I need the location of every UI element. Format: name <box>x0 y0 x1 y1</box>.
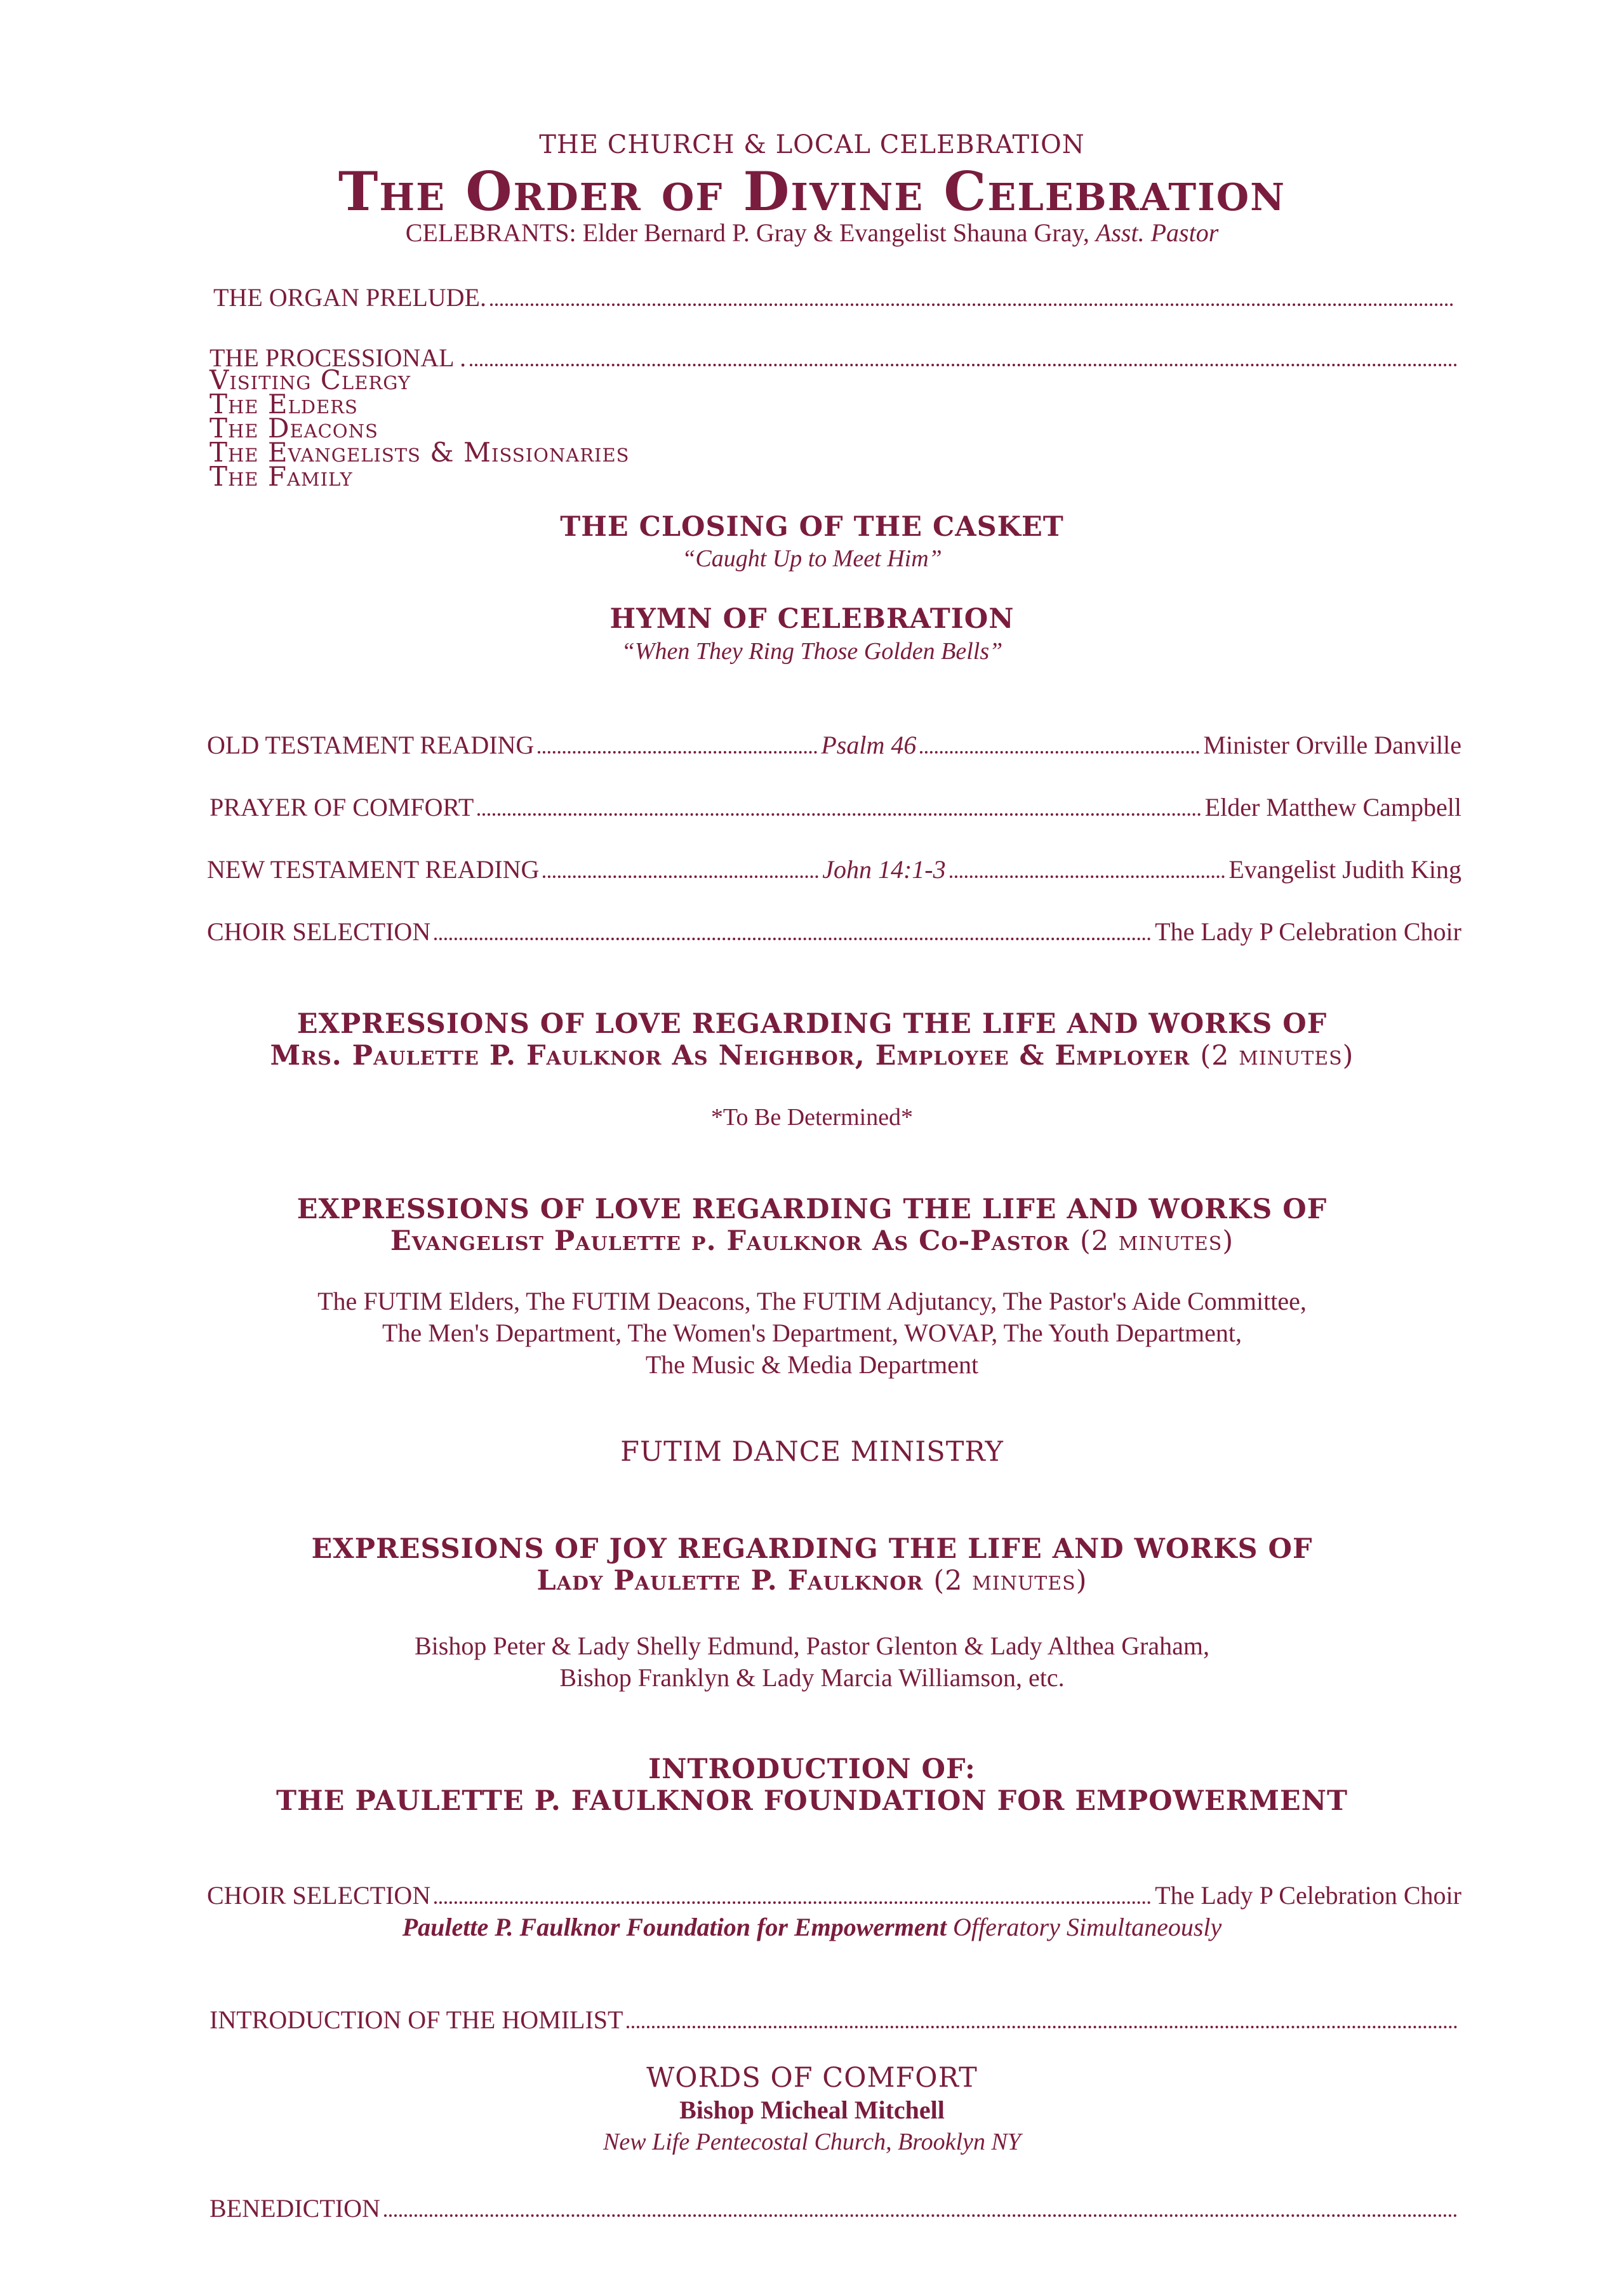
expressions-3-participant-line: Bishop Franklyn & Lady Marcia Williamson, etc. <box>559 1663 1065 1692</box>
expressions-3-duration: (2 minutes) <box>933 1565 1088 1597</box>
processional-item: The Elders <box>210 389 358 420</box>
processional-item: Visiting Clergy <box>210 364 411 396</box>
expressions-1-line1: EXPRESSIONS OF LOVE REGARDING THE LIFE AND WORKS OF <box>296 1008 1328 1040</box>
expressions-2-participant-line: The Men's Department, The Women's Department, WOVAP, The Youth Department, <box>382 1319 1242 1347</box>
offeratory-note <box>0 1912 1624 1942</box>
new-testament-scripture: John 14:1-3 <box>822 855 946 884</box>
processional-item: The Family <box>210 461 353 492</box>
new-testament-label: NEW TESTAMENT READING <box>207 855 540 884</box>
expressions-2-participant-line: The Music & Media Department <box>645 1350 979 1379</box>
old-testament-row <box>207 730 1461 760</box>
dotted-leader <box>434 937 1151 940</box>
expressions-2-duration: (2 minutes) <box>1079 1225 1234 1257</box>
expressions-2-line2 <box>0 1225 1624 1257</box>
dotted-leader <box>950 875 1225 878</box>
offeratory-rest: Offeratory Simultaneously <box>952 1913 1222 1941</box>
dotted-leader <box>538 750 817 754</box>
introduction-line2: THE PAULETTE P. FAULKNOR FOUNDATION FOR EMPOWERMENT <box>276 1785 1348 1817</box>
dotted-leader <box>627 2025 1458 2028</box>
dotted-leader <box>477 813 1201 816</box>
dotted-leader <box>434 1901 1151 1904</box>
expressions-3-participant-line: Bishop Peter & Lady Shelly Edmund, Pastor Glenton & Lady Althea Graham, <box>414 1632 1210 1660</box>
choir-selection-row <box>207 917 1461 947</box>
hymn-title: HYMN OF CELEBRATION <box>609 603 1015 635</box>
benediction-label: BENEDICTION <box>210 2194 380 2223</box>
processional-item: The Deacons <box>210 413 378 444</box>
expressions-1-line2 <box>0 1040 1624 1072</box>
homilist-intro-label: INTRODUCTION OF THE HOMILIST <box>210 2005 623 2034</box>
choir-selection-2-row <box>207 1880 1461 1910</box>
header-subtitle: THE CHURCH & LOCAL CELEBRATION <box>539 130 1085 159</box>
expressions-1-honoree: Mrs. Paulette P. Faulknor As Neighbor, Employee & Employer <box>270 1040 1190 1072</box>
expressions-3-line2 <box>0 1565 1624 1597</box>
processional-label: THE PROCESSIONAL . <box>210 343 467 372</box>
expressions-3-line1: EXPRESSIONS OF JOY REGARDING THE LIFE AND WORKS OF <box>311 1533 1313 1565</box>
hymn-subtitle: “When They Ring Those Golden Bells” <box>621 638 1003 665</box>
celebrants-role: Asst. Pastor <box>1095 218 1219 247</box>
processional-item: The Evangelists & Missionaries <box>210 437 630 468</box>
old-testament-scripture: Psalm 46 <box>821 731 917 759</box>
benediction-row <box>210 2193 1461 2223</box>
expressions-2-line1: EXPRESSIONS OF LOVE REGARDING THE LIFE AND WORKS OF <box>296 1194 1328 1225</box>
prayer-of-comfort-label: PRAYER OF COMFORT <box>210 793 474 821</box>
homilist-name: Bishop Micheal Mitchell <box>679 2096 945 2124</box>
prayer-of-comfort-row <box>210 792 1461 822</box>
expressions-3-honoree: Lady Paulette P. Faulknor <box>536 1565 924 1597</box>
prayer-of-comfort-reader: Elder Matthew Campbell <box>1204 793 1461 821</box>
choir-selection-label: CHOIR SELECTION <box>207 917 431 946</box>
dotted-leader <box>490 303 1454 306</box>
introduction-line1: INTRODUCTION OF: <box>648 1753 976 1785</box>
new-testament-reader: Evangelist Judith King <box>1228 855 1462 884</box>
old-testament-reader: Minister Orville Danville <box>1203 731 1462 759</box>
choir-selection-2-label: CHOIR SELECTION <box>207 1881 431 1910</box>
expressions-1-note: *To Be Determined* <box>710 1104 914 1131</box>
expressions-2-honoree: Evangelist Paulette p. Faulknor As Co-Pastor <box>390 1225 1070 1257</box>
dotted-leader <box>543 875 818 878</box>
words-of-comfort-title: WORDS OF COMFORT <box>646 2062 978 2094</box>
expressions-1-duration: (2 minutes) <box>1200 1040 1354 1072</box>
homilist-church: New Life Pentecostal Church, Brooklyn NY <box>603 2129 1021 2155</box>
choir-selection-reader: The Lady P Celebration Choir <box>1155 917 1461 946</box>
closing-casket-title: THE CLOSING OF THE CASKET <box>560 511 1064 543</box>
celebrants-line <box>0 218 1624 248</box>
page-title: The Order of Divine Celebration <box>338 160 1286 223</box>
celebrants-text: CELEBRANTS: Elder Bernard P. Gray & Evangelist Shauna Gray, <box>405 218 1089 247</box>
dotted-leader <box>920 750 1199 754</box>
new-testament-row <box>207 854 1461 884</box>
old-testament-label: OLD TESTAMENT READING <box>207 731 535 759</box>
offeratory-foundation: Paulette P. Faulknor Foundation for Empowerment <box>402 1913 947 1941</box>
expressions-2-participant-line: The FUTIM Elders, The FUTIM Deacons, The FUTIM Adjutancy, The Pastor's Aide Committee, <box>317 1287 1307 1315</box>
organ-prelude-label: THE ORGAN PRELUDE. <box>213 283 486 312</box>
dotted-leader <box>384 2214 1458 2217</box>
dotted-leader <box>470 363 1458 366</box>
choir-selection-2-reader: The Lady P Celebration Choir <box>1155 1881 1461 1910</box>
organ-prelude-row <box>213 283 1458 312</box>
dance-ministry-title: FUTIM DANCE MINISTRY <box>620 1436 1004 1468</box>
closing-casket-subtitle: “Caught Up to Meet Him” <box>682 545 942 572</box>
homilist-intro-row <box>210 2005 1461 2035</box>
